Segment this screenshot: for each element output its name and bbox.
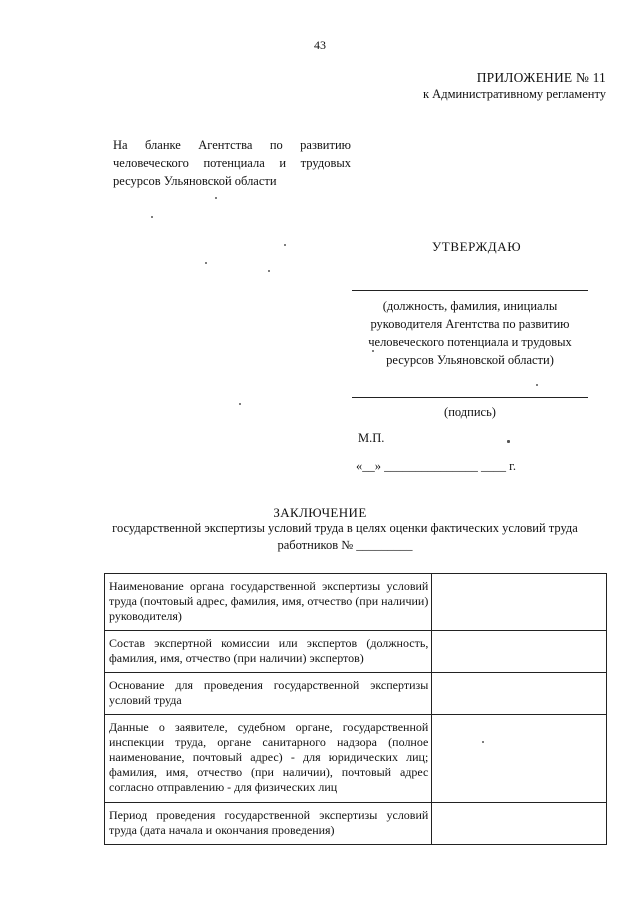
table-row (105, 574, 607, 631)
approver-line (352, 290, 588, 291)
table-row (105, 803, 607, 845)
appendix-subtitle: к Административному регламенту (422, 87, 606, 101)
scan-speck (482, 741, 484, 743)
stamp-label: М.П. (358, 431, 385, 445)
letterhead-note: На бланке Агентства по развитию человеческого потенциала и трудовых ресурсов Ульяновской области (113, 138, 351, 188)
conclusion-subtitle: государственной экспертизы условий труда в целях оценки фактических условий труда работников № _________ (112, 521, 578, 552)
scan-speck (284, 244, 286, 246)
table-row (105, 631, 607, 673)
approver-caption: (должность, фамилия, инициалы руководителя Агентства по развитию человеческого потенциала и трудовых ресурсов Ульяновской области) (368, 299, 572, 367)
scan-speck (507, 440, 510, 443)
scan-speck (151, 216, 153, 218)
conclusion-table (104, 573, 607, 845)
row-value (432, 715, 607, 803)
scan-speck (215, 197, 217, 199)
table-row (105, 673, 607, 715)
signature-line (352, 397, 588, 398)
row-label: Период проведения государственной экспертизы условий труда (дата начала и окончания проведения) (105, 803, 432, 845)
date-line: «__» _______________ ____ г. (356, 459, 516, 473)
approval-heading: УТВЕРЖДАЮ (432, 239, 522, 254)
signature-caption: (подпись) (444, 405, 496, 419)
scan-speck (205, 262, 207, 264)
row-value (432, 574, 607, 631)
scan-speck (536, 384, 538, 386)
scan-speck (268, 270, 270, 272)
scan-speck (372, 350, 374, 352)
row-label: Наименование органа государственной экспертизы условий труда (почтовый адрес, фамилия, имя, отчество (при наличии) руководителя) (105, 574, 432, 631)
conclusion-title: ЗАКЛЮЧЕНИЕ (273, 505, 367, 520)
appendix-title: ПРИЛОЖЕНИЕ № 11 (476, 70, 606, 85)
page-number: 43 (314, 38, 326, 52)
table-row (105, 715, 607, 803)
row-label: Состав экспертной комиссии или экспертов (должность, фамилия, имя, отчество (при наличии) экспертов) (105, 631, 432, 673)
row-value (432, 631, 607, 673)
row-value (432, 803, 607, 845)
row-label: Основание для проведения государственной экспертизы условий труда (105, 673, 432, 715)
scan-speck (239, 403, 241, 405)
row-value (432, 673, 607, 715)
row-label: Данные о заявителе, судебном органе, государственной инспекции труда, органе санитарного надзора (полное наименование, почтовый адрес) - для юридических лиц; фамилия, имя, отчество (при наличии), почтовый адрес согласно отправлению - для физических лиц (105, 715, 432, 803)
